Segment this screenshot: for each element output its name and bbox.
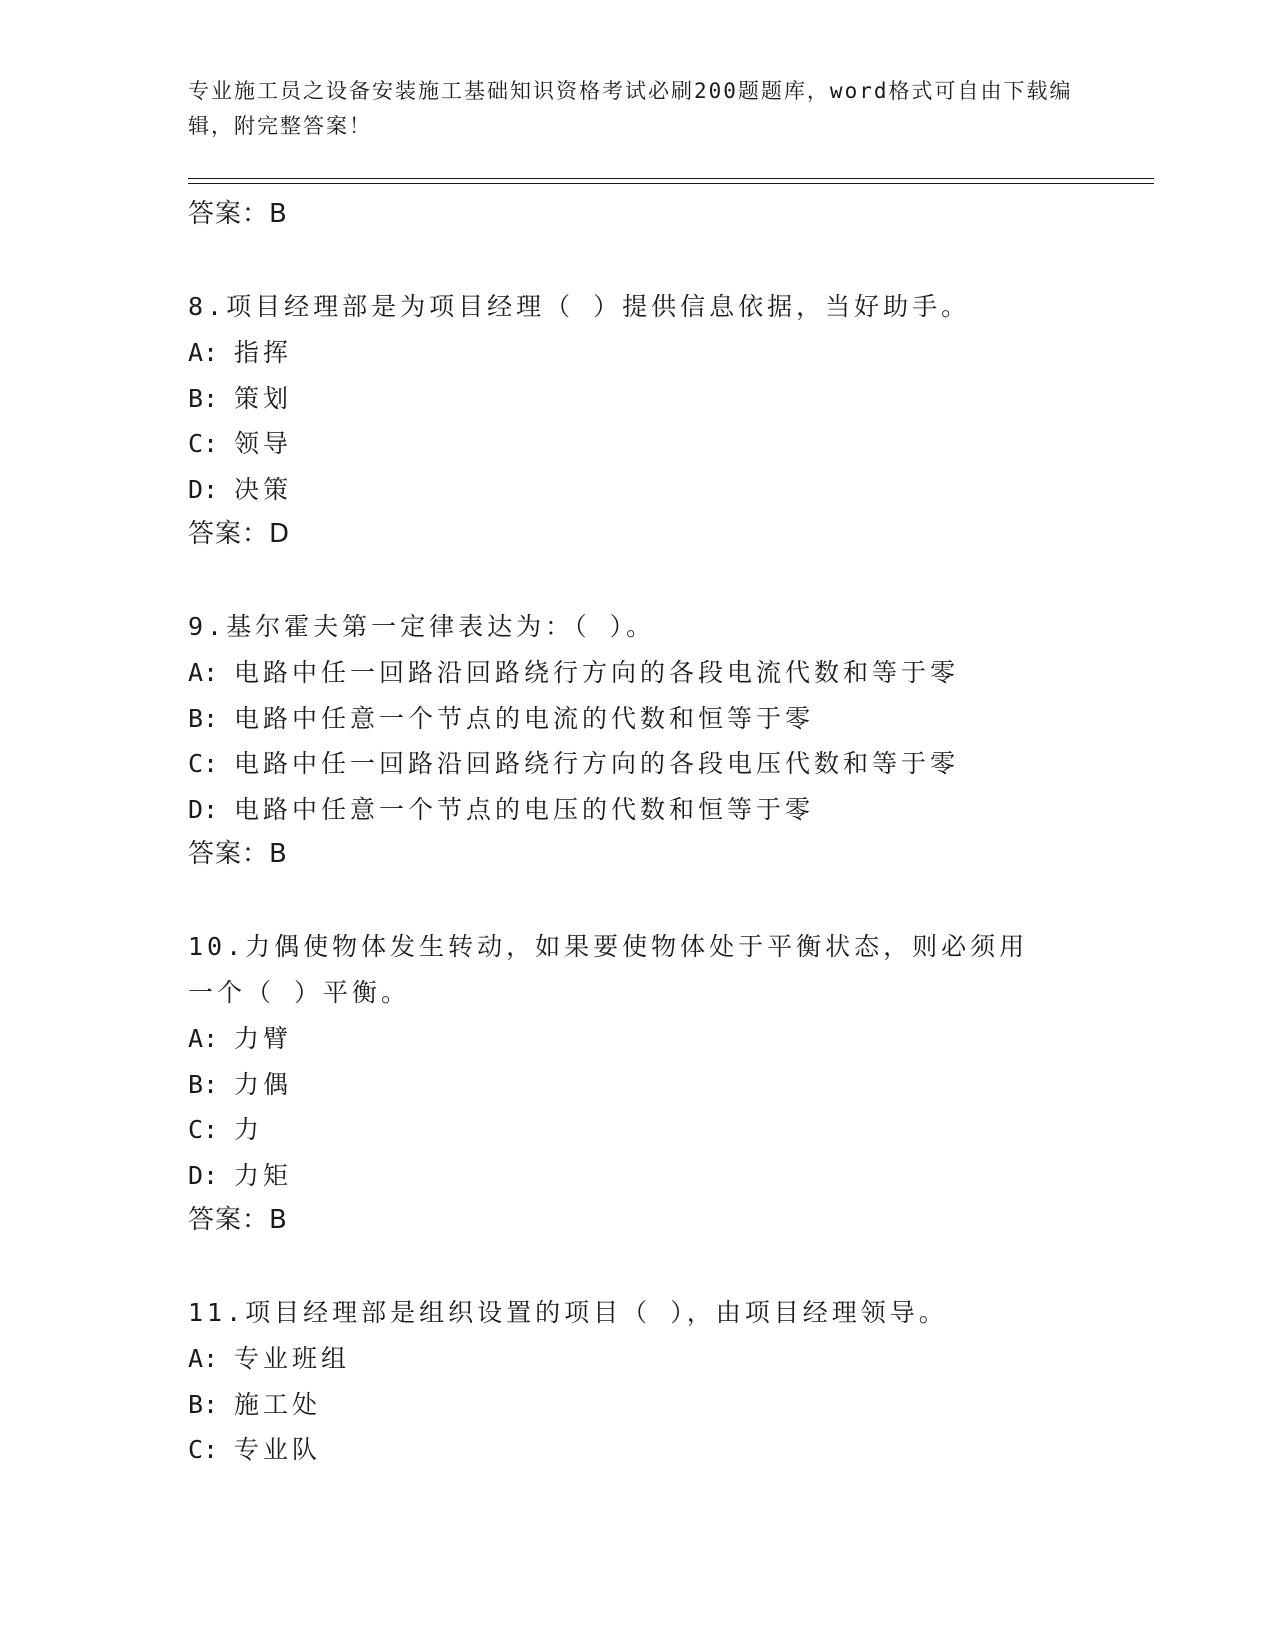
option-c [188,1107,1128,1153]
option-b [188,1062,1128,1108]
document-header-title: 专业施工员之设备安装施工基础知识资格考试必刷200题题库，word格式可自由下载编辑，附完整答案！ [188,79,1073,138]
option-d [188,787,1128,833]
option-text: 施工处 [234,1389,322,1419]
option-text: 力矩 [234,1160,293,1190]
option-letter: B: [188,703,219,733]
option-letter: C: [188,1115,219,1144]
option-text: 专业班组 [234,1344,351,1373]
option-text: 力偶 [234,1069,293,1099]
previous-question-answer: 答案：B [188,199,288,229]
question-list [188,192,1128,1473]
option-text: 专业队 [234,1435,322,1464]
option-d [188,467,1128,513]
option-a [188,1016,1128,1062]
option-letter: A: [188,1024,219,1053]
option-a [188,1336,1128,1382]
option-text: 力臂 [234,1024,293,1053]
option-letter: C: [188,429,219,458]
question-stem: 11.项目经理部是组织设置的项目（ ），由项目经理领导。 [188,1298,948,1327]
option-letter: A: [188,338,219,367]
question-stem: 10.力偶使物体发生转动，如果要使物体处于平衡状态，则必须用一个（ ）平衡。 [188,932,1029,1007]
option-a [188,330,1128,376]
option-letter: D: [188,474,219,504]
option-text: 决策 [234,474,293,504]
question-answer: 答案：D [188,519,291,549]
question-stem: 9.基尔霍夫第一定律表达为：（ ）。 [188,612,656,641]
option-letter: D: [188,794,219,824]
option-c [188,1427,1128,1473]
option-b [188,376,1128,422]
question-10 [188,924,1128,1242]
option-b [188,1382,1128,1428]
question-11 [188,1290,1128,1473]
question-answer: 答案：B [188,839,288,869]
option-letter: C: [188,749,219,778]
option-text: 力 [234,1115,264,1144]
option-c [188,421,1128,467]
option-letter: A: [188,658,219,687]
option-letter: B: [188,383,219,413]
option-letter: C: [188,1435,219,1464]
option-letter: A: [188,1344,219,1373]
option-text: 电路中任意一个节点的电流的代数和恒等于零 [234,703,815,733]
option-a [188,650,1128,696]
option-letter: D: [188,1160,219,1190]
option-text: 领导 [234,429,293,458]
option-c [188,741,1128,787]
option-text: 电路中任一回路沿回路绕行方向的各段电压代数和等于零 [234,749,960,778]
question-9 [188,604,1128,876]
question-answer: 答案：B [188,1205,288,1235]
option-b [188,696,1128,742]
option-letter: B: [188,1389,219,1419]
question-stem: 8.项目经理部是为项目经理（ ）提供信息依据，当好助手。 [188,292,971,321]
option-text: 指挥 [234,338,293,367]
option-text: 电路中任一回路沿回路绕行方向的各段电流代数和等于零 [234,658,960,687]
header-divider-bottom [188,183,1154,184]
option-letter: B: [188,1069,219,1099]
option-d [188,1153,1128,1199]
option-text: 策划 [234,383,293,413]
option-text: 电路中任意一个节点的电压的代数和恒等于零 [234,794,815,824]
question-8 [188,284,1128,556]
header-divider-top [188,178,1154,179]
